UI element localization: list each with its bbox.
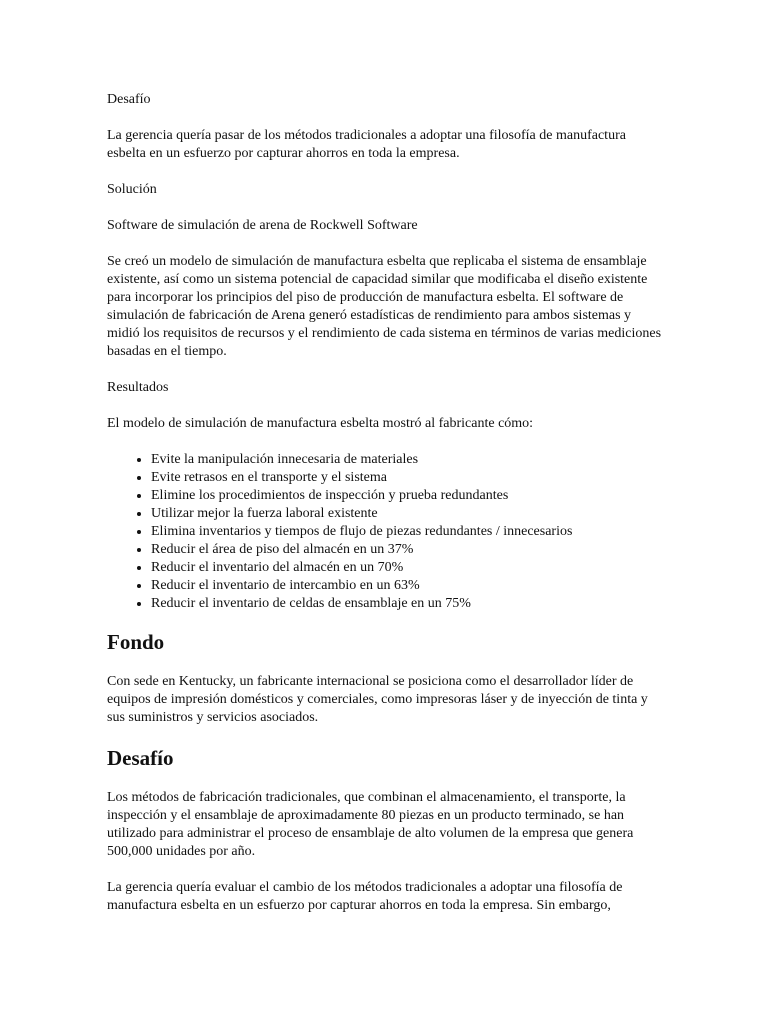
heading-desafio: Desafío (107, 746, 174, 770)
desafio-paragraph-2: La gerencia quería evaluar el cambio de los métodos tradicionales a adoptar una filosofía de manufactura esbelta en un esfuerzo por capturar ahorros en toda la empresa. Sin embargo, (107, 880, 623, 913)
fondo-paragraph: Con sede en Kentucky, un fabricante internacional se posiciona como el desarrollador líder de equipos de impresión domésticos y comerciales, como impresoras láser y de inyección de tinta y sus suministros y servicios asociados. (107, 674, 648, 725)
intro-paragraph-2: Software de simulación de arena de Rockwell Software (107, 218, 418, 233)
list-item: • Reducir el inventario de intercambio en un 63% (151, 577, 667, 595)
list-item: • Elimine los procedimientos de inspección y prueba redundantes (151, 487, 667, 505)
list-item: • Elimina inventarios y tiempos de flujo de piezas redundantes / innecesarios (151, 523, 667, 541)
list-item: • Evite la manipulación innecesaria de materiales (151, 451, 667, 469)
list-item: • Evite retrasos en el transporte y el sistema (151, 469, 667, 487)
intro-paragraph-3: Se creó un modelo de simulación de manufactura esbelta que replicaba el sistema de ensamblaje existente, así como un sistema potencial de capacidad similar que modificaba el diseño existente para incorporar los principios del piso de producción de manufactura esbelta. El software de simulación de fabricación de Arena generó estadísticas de rendimiento para ambos sistemas y midió los requisitos de recursos y el rendimiento de cada sistema en términos de varias mediciones basadas en el tiempo. (107, 254, 662, 359)
intro-heading-solucion: Solución (107, 182, 157, 197)
intro-paragraph-1: La gerencia quería pasar de los métodos tradicionales a adoptar una filosofía de manufactura esbelta en un esfuerzo por capturar ahorros en toda la empresa. (107, 128, 626, 161)
list-item: • Reducir el inventario de celdas de ensamblaje en un 75% (151, 595, 667, 613)
intro-heading-resultados: Resultados (107, 380, 169, 395)
desafio-paragraph-1: Los métodos de fabricación tradicionales, que combinan el almacenamiento, el transporte, la inspección y el ensamblaje de aproximadamente 80 piezas en un producto terminado, se han utilizado para administrar el proceso de ensamblaje de alto volumen de la empresa que genera 500,000 unidades por año. (107, 790, 634, 859)
document-page (107, 91, 667, 933)
results-list (107, 451, 667, 613)
list-item: • Utilizar mejor la fuerza laboral existente (151, 505, 667, 523)
list-item: • Reducir el inventario del almacén en un 70% (151, 559, 667, 577)
list-item: • Reducir el área de piso del almacén en un 37% (151, 541, 667, 559)
heading-fondo: Fondo (107, 630, 165, 654)
intro-paragraph-4: El modelo de simulación de manufactura esbelta mostró al fabricante cómo: (107, 416, 534, 431)
intro-heading-desafio: Desafío (107, 92, 151, 107)
